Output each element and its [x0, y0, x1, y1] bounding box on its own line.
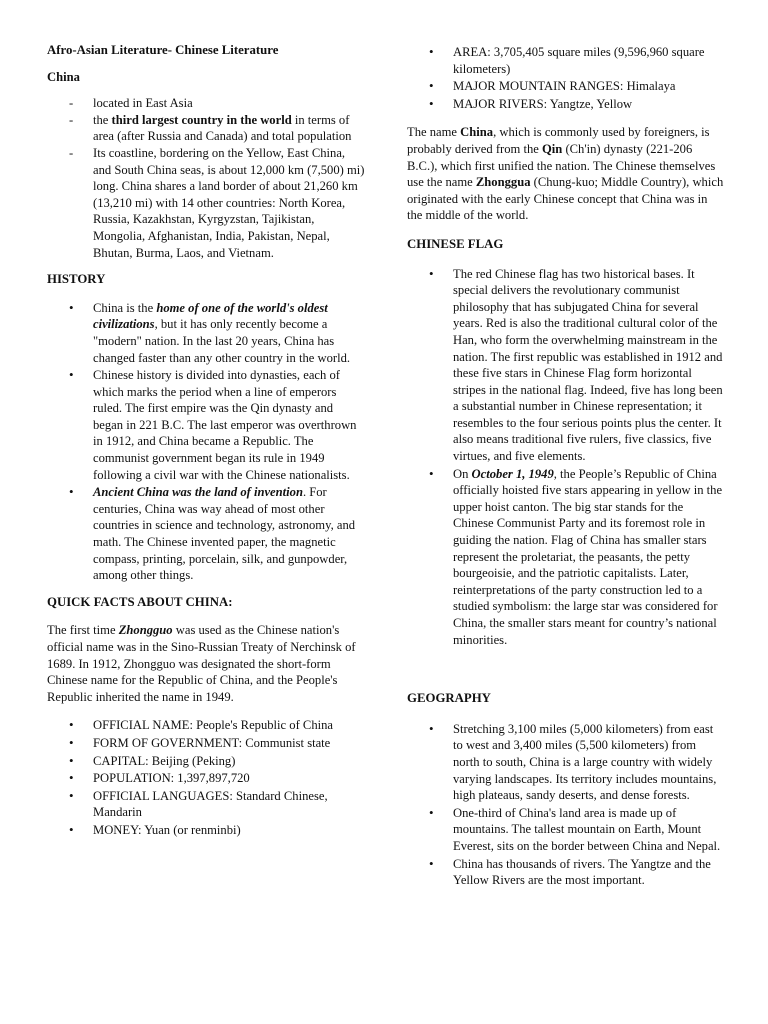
- geography-item: • Stretching 3,100 miles (5,000 kilometers) from east to west and 3,400 miles (5,500 kilometers) from north to south, China is a large country with widely varying landscapes. Its territory includes mountains, high plateaus, sandy deserts, and dense forests.: [407, 721, 725, 804]
- fact-item: • FORM OF GOVERNMENT: Communist state: [47, 735, 365, 752]
- name-text: The name: [407, 125, 461, 140]
- right-column: [407, 44, 725, 890]
- name-paragraph: [407, 124, 725, 224]
- name-bold-zhonggua: Zhonggua: [475, 175, 531, 190]
- flag-list: [407, 266, 725, 649]
- history-list: [47, 300, 365, 584]
- fact-item: • OFFICIAL NAME: People's Republic of China: [47, 717, 365, 734]
- quick-facts-heading: QUICK FACTS ABOUT CHINA:: [47, 594, 233, 609]
- fact-item: • POPULATION: 1,397,897,720: [47, 770, 365, 787]
- intro-item: - Its coastline, bordering on the Yellow, East China, and South China seas, is about 12,000 km (7,500) mi) long. China shares a land border of about 21,260 km (13,210 mi) with 14 other countries: North Korea, Russia, Kazakhstan, Kyrgyzstan, Tajikistan, Mongolia, Afghanistan, India, Pakistan, Nepal, Bhutan, Burma, Laos, and Vietnam.: [47, 145, 365, 261]
- intro-item: - located in East Asia: [47, 95, 365, 112]
- flag-text: , the People’s Republic of China officially hoisted five stars appearing in yellow in the upper hoist canton. The big star stands for the Chinese Communist Party and its foremost role in guiding the nation. Flag of China has smaller stars represent the proletariat, the peasants, the petty bourgeoisie, and the patriotic capitalists. Later, reinterpretations of the party construction led to a studied symbolism: the large star was considered for China, the smaller stars meant for country’s national minorities.: [453, 466, 723, 647]
- intro-bold-text: third largest country in the world: [111, 112, 292, 127]
- flag-emphasis: October 1, 1949: [471, 466, 554, 481]
- fact-item: • AREA: 3,705,405 square miles (9,596,960 square kilometers): [407, 44, 725, 77]
- history-emphasis: Ancient China was the land of invention: [93, 485, 303, 500]
- intro-text: in terms of area (after Russia and Canada) and total population: [93, 112, 352, 144]
- facts-list-continued: [407, 44, 725, 112]
- document-title: Afro-Asian Literature- Chinese Literature: [47, 43, 279, 57]
- geography-item: • One-third of China's land area is made up of mountains. The tallest mountain on Earth, Mount Everest, sits on the border between China and Nepal.: [407, 805, 725, 855]
- name-bold-qin: Qin: [542, 141, 563, 156]
- history-text: , but it has only recently become a "modern" nation. In the last 20 years, China has changed faster than any other country in the world.: [93, 317, 351, 365]
- intro-text: the: [93, 112, 112, 127]
- history-item: [47, 484, 365, 584]
- history-heading: HISTORY: [47, 272, 106, 287]
- history-text: China is the: [93, 300, 157, 315]
- left-column: [47, 42, 365, 840]
- history-emphasis: home of one of the world's oldest civilizations: [93, 300, 328, 332]
- geography-list: [407, 721, 725, 889]
- name-text: (Chung-kuo; Middle Country), which originated with the early Chinese concept that China was in the middle of the world.: [407, 175, 724, 223]
- quick-facts-emphasis: Zhongguo: [118, 623, 173, 638]
- fact-item: • OFFICIAL LANGUAGES: Standard Chinese, Mandarin: [47, 788, 365, 821]
- flag-item: [407, 466, 725, 649]
- name-text: (Ch'in) dynasty (221-206 B.C.), which first unified the nation. The Chinese themselves use the name: [407, 141, 716, 190]
- name-text: , which is commonly used by foreigners, is probably derived from the: [407, 125, 710, 156]
- flag-text: On: [453, 466, 472, 481]
- fact-item: • MONEY: Yuan (or renminbi): [47, 822, 365, 839]
- fact-item: • MAJOR RIVERS: Yangtze, Yellow: [407, 96, 725, 113]
- name-bold-china: China: [460, 125, 494, 140]
- quick-facts-text: was used as the Chinese nation's official name was in the Sino-Russian Treaty of Nerchinsk of 1689. In 1912, Zhongguo was designated the short-form Chinese name for the Republic of China, and the People's Republic inherited the name in 1949.: [47, 623, 356, 704]
- fact-item: • MAJOR MOUNTAIN RANGES: Himalaya: [407, 78, 725, 95]
- history-item: [47, 300, 365, 366]
- history-item: • Chinese history is divided into dynasties, each of which marks the period when a line of emperors ruled. The first empire was the Qin dynasty and began in 221 B.C. The last emperor was overthrown in 1912, and China became a Republic. The communist government began its rule in 1949 following a civil war with the Chinese nationalists.: [47, 367, 365, 483]
- section-subtitle-china: China: [47, 69, 80, 84]
- history-text: . For centuries, China was way ahead of most other countries in science and technology, astronomy, and math. The Chinese invented paper, the magnetic compass, printing, porcelain, silk, and gunpowder, among other things.: [93, 485, 356, 583]
- fact-item: • CAPITAL: Beijing (Peking): [47, 753, 365, 770]
- flag-item: • The red Chinese flag has two historical bases. It special delivers the revolutionary communist philosophy that has subjugated China for several years. Red is also the traditional cultural color of the Han, who form the overwhelming mainstream in the nation. The first republic was established in 1912 and these five stars in Chinese Flag form horizontal stripes in the national flag. Indeed, five has long been a substantial number in Chinese representation; it resembles to the four serious points plus the center. It also means traditional five rulers, five classics, five virtues, and five elements.: [407, 266, 725, 465]
- geography-item: • China has thousands of rivers. The Yangtze and the Yellow Rivers are the most important.: [407, 856, 725, 889]
- geography-heading: GEOGRAPHY: [407, 691, 491, 706]
- chinese-flag-heading: CHINESE FLAG: [407, 236, 504, 251]
- intro-list: [47, 95, 365, 261]
- quick-facts-paragraph: [47, 622, 365, 705]
- facts-list: [47, 717, 365, 838]
- intro-item: [47, 112, 365, 145]
- quick-facts-text: The first time: [47, 623, 119, 638]
